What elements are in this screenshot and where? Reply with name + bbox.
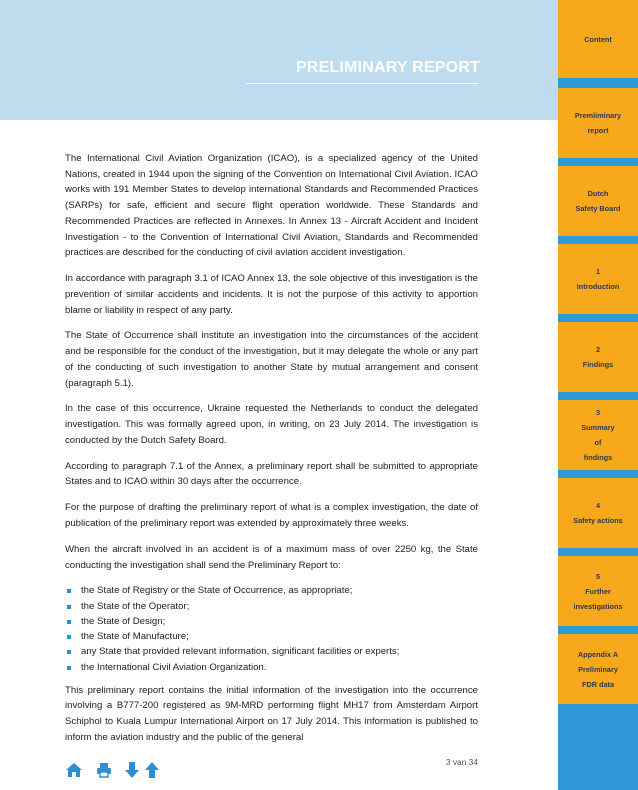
home-icon[interactable] [64, 760, 84, 780]
title-rule [246, 83, 478, 84]
paragraph: When the aircraft involved in an accident is of a maximum mass of over 2250 kg, the State conducting the investigation shall send the Preliminary Report to: [65, 543, 478, 571]
page-number: 3 van 34 [445, 757, 478, 767]
list-item: the State of Manufacture; [65, 629, 478, 644]
bullet-icon [67, 650, 71, 654]
paragraph: For the purpose of drafting the preliminary report of what is a complex investigation, the date of publication of the preliminary report was extended by approximately three weeks. [65, 502, 478, 529]
list-item: any State that provided relevant information, significant facilities or experts; [65, 644, 478, 659]
sidebar-item-content[interactable]: Content [558, 0, 638, 78]
paragraph: The International Civil Aviation Organization (ICAO), is a specialized agency of the United Nations, created in 1944 upon the signing of the Convention on International Civil Aviation. ICAO works with 191 Member States to develop international Standards and Recommended Practices (SARPs) for safe, efficient and secure flight operation worldwide. These Standards and Recommended Practices are reflected in Annexes. In Annex 13 - Aircraft Accident and Incident Investigation - to the Convention of International Civil Aviation, Standards and Recommended practices are described for the conducting of civil aviation accident investigation. [65, 153, 478, 259]
bullet-icon [67, 635, 71, 639]
bullet-icon [67, 605, 71, 609]
closing-paragraph: This preliminary report contains the initial information of the investigation into the occurrence involving a B777-200 registered as 9M-MRD performing flight MH17 from Amsterdam Airport Schiphol to Kuala Lumpur International Airport on 17 July 2014. This information is published to inform the aviation industry and the public of the general [65, 684, 478, 743]
sidebar-item-appendix-a[interactable]: Appendix A Preliminary FDR data [558, 634, 638, 704]
bullet-icon [67, 589, 71, 593]
bullet-icon [67, 666, 71, 670]
arrow-up-icon[interactable] [142, 760, 162, 780]
print-icon[interactable] [94, 760, 114, 780]
sidebar-item-summary-of-findings[interactable]: 3 Summary of findings [558, 400, 638, 470]
paragraph: In accordance with paragraph 3.1 of ICAO Annex 13, the sole objective of this investigation is the prevention of similar accidents and incidents. It is not the purpose of this activity to apportion blame or liability in respect of any party. [65, 273, 478, 316]
recipient-list [65, 583, 478, 674]
list-item: the State of the Operator; [65, 599, 478, 614]
sidebar-item-dutch-safety-board[interactable]: Dutch Safety Board [558, 166, 638, 236]
list-item: the State of Design; [65, 614, 478, 629]
body-text [65, 151, 478, 756]
paragraph: According to paragraph 7.1 of the Annex, a preliminary report shall be submitted to appropriate States and to ICAO within 30 days after the occurrence. [65, 460, 478, 488]
sidebar-item-preliminary-report[interactable]: Premliminary report [558, 88, 638, 158]
paragraph: In the case of this occurrence, Ukraine requested the Netherlands to conduct the delegated investigation. This was formally agreed upon, in writing, on 23 July 2014. The investigation is conducted by the Dutch Safety Board. [65, 403, 478, 446]
page-title: PRELIMINARY REPORT [295, 59, 480, 76]
arrow-down-icon[interactable] [122, 760, 142, 780]
sidebar-item-further-investigations[interactable]: 5 Further investigations [558, 556, 638, 626]
sidebar-item-findings[interactable]: 2 Findings [558, 322, 638, 392]
sidebar-nav [558, 0, 638, 790]
list-item: the International Civil Aviation Organization. [65, 660, 478, 675]
bullet-icon [67, 620, 71, 624]
paragraph: The State of Occurrence shall institute an investigation into the circumstances of the accident and be responsible for the conduct of the investigation, but it may delegate the whole or any part of the conducting of such investigation to another State by mutual arrangement and consent (paragraph 5.1). [65, 330, 478, 389]
sidebar-item-introduction[interactable]: 1 Introduction [558, 244, 638, 314]
list-item: the State of Registry or the State of Occurrence, as appropriate; [65, 583, 478, 598]
sidebar-item-safety-actions[interactable]: 4 Safety actions [558, 478, 638, 548]
